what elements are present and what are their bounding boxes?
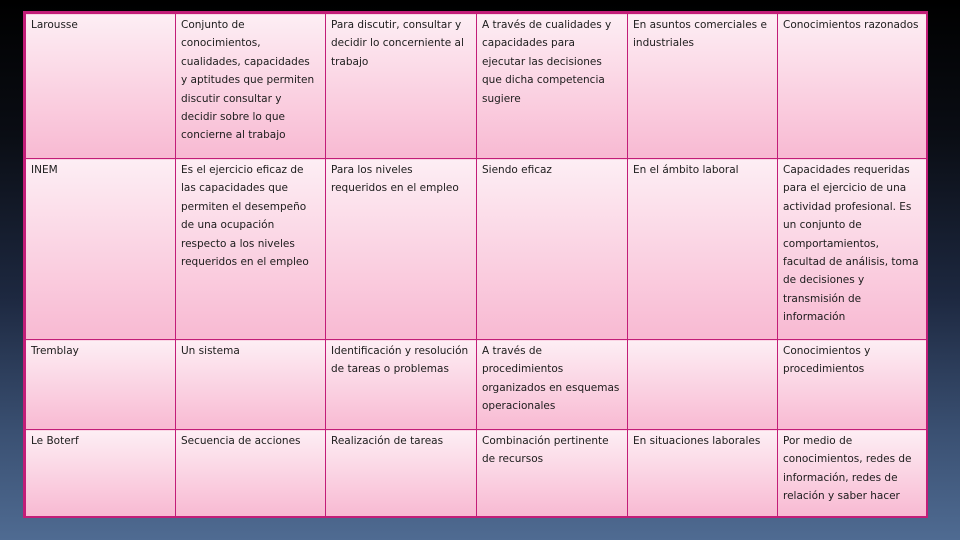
cell-como: Combinación pertinente de recursos bbox=[477, 430, 628, 517]
cell-donde: En situaciones laborales bbox=[628, 430, 778, 517]
cell-donde bbox=[628, 340, 778, 430]
cell-para-que: Realización de tareas bbox=[326, 430, 477, 517]
cell-para-que: Para los niveles requeridos en el empleo bbox=[326, 159, 477, 340]
cell-componentes: Capacidades requeridas para el ejercicio de una actividad profesional. Es un conjunto de comportamientos, facultad de análisis, toma de decisiones y transmisión de información bbox=[778, 159, 927, 340]
table-row-tremblay bbox=[26, 340, 927, 430]
table-row-larousse bbox=[26, 14, 927, 159]
cell-author: Le Boterf bbox=[26, 430, 176, 517]
cell-como: A través de cualidades y capacidades para ejecutar las decisiones que dicha competencia sugiere bbox=[477, 14, 628, 159]
table-row-le-boterf bbox=[26, 430, 927, 517]
cell-componentes: Por medio de conocimientos, redes de información, redes de relación y saber hacer bbox=[778, 430, 927, 517]
cell-que-es: Un sistema bbox=[176, 340, 326, 430]
cell-que-es: Es el ejercicio eficaz de las capacidades que permiten el desempeño de una ocupación respecto a los niveles requeridos en el empleo bbox=[176, 159, 326, 340]
cell-author: Tremblay bbox=[26, 340, 176, 430]
table-row-inem bbox=[26, 159, 927, 340]
cell-que-es: Conjunto de conocimientos, cualidades, capacidades y aptitudes que permiten discutir consultar y decidir sobre lo que concierne al trabajo bbox=[176, 14, 326, 159]
cell-componentes: Conocimientos razonados bbox=[778, 14, 927, 159]
cell-componentes: Conocimientos y procedimientos bbox=[778, 340, 927, 430]
definitions-table bbox=[25, 13, 927, 517]
cell-para-que: Para discutir, consultar y decidir lo concerniente al trabajo bbox=[326, 14, 477, 159]
cell-como: A través de procedimientos organizados en esquemas operacionales bbox=[477, 340, 628, 430]
cell-para-que: Identificación y resolución de tareas o problemas bbox=[326, 340, 477, 430]
cell-como: Siendo eficaz bbox=[477, 159, 628, 340]
cell-author: INEM bbox=[26, 159, 176, 340]
cell-author: Larousse bbox=[26, 14, 176, 159]
cell-donde: En asuntos comerciales e industriales bbox=[628, 14, 778, 159]
cell-que-es: Secuencia de acciones bbox=[176, 430, 326, 517]
cell-donde: En el ámbito laboral bbox=[628, 159, 778, 340]
competency-definitions-table bbox=[23, 11, 928, 518]
